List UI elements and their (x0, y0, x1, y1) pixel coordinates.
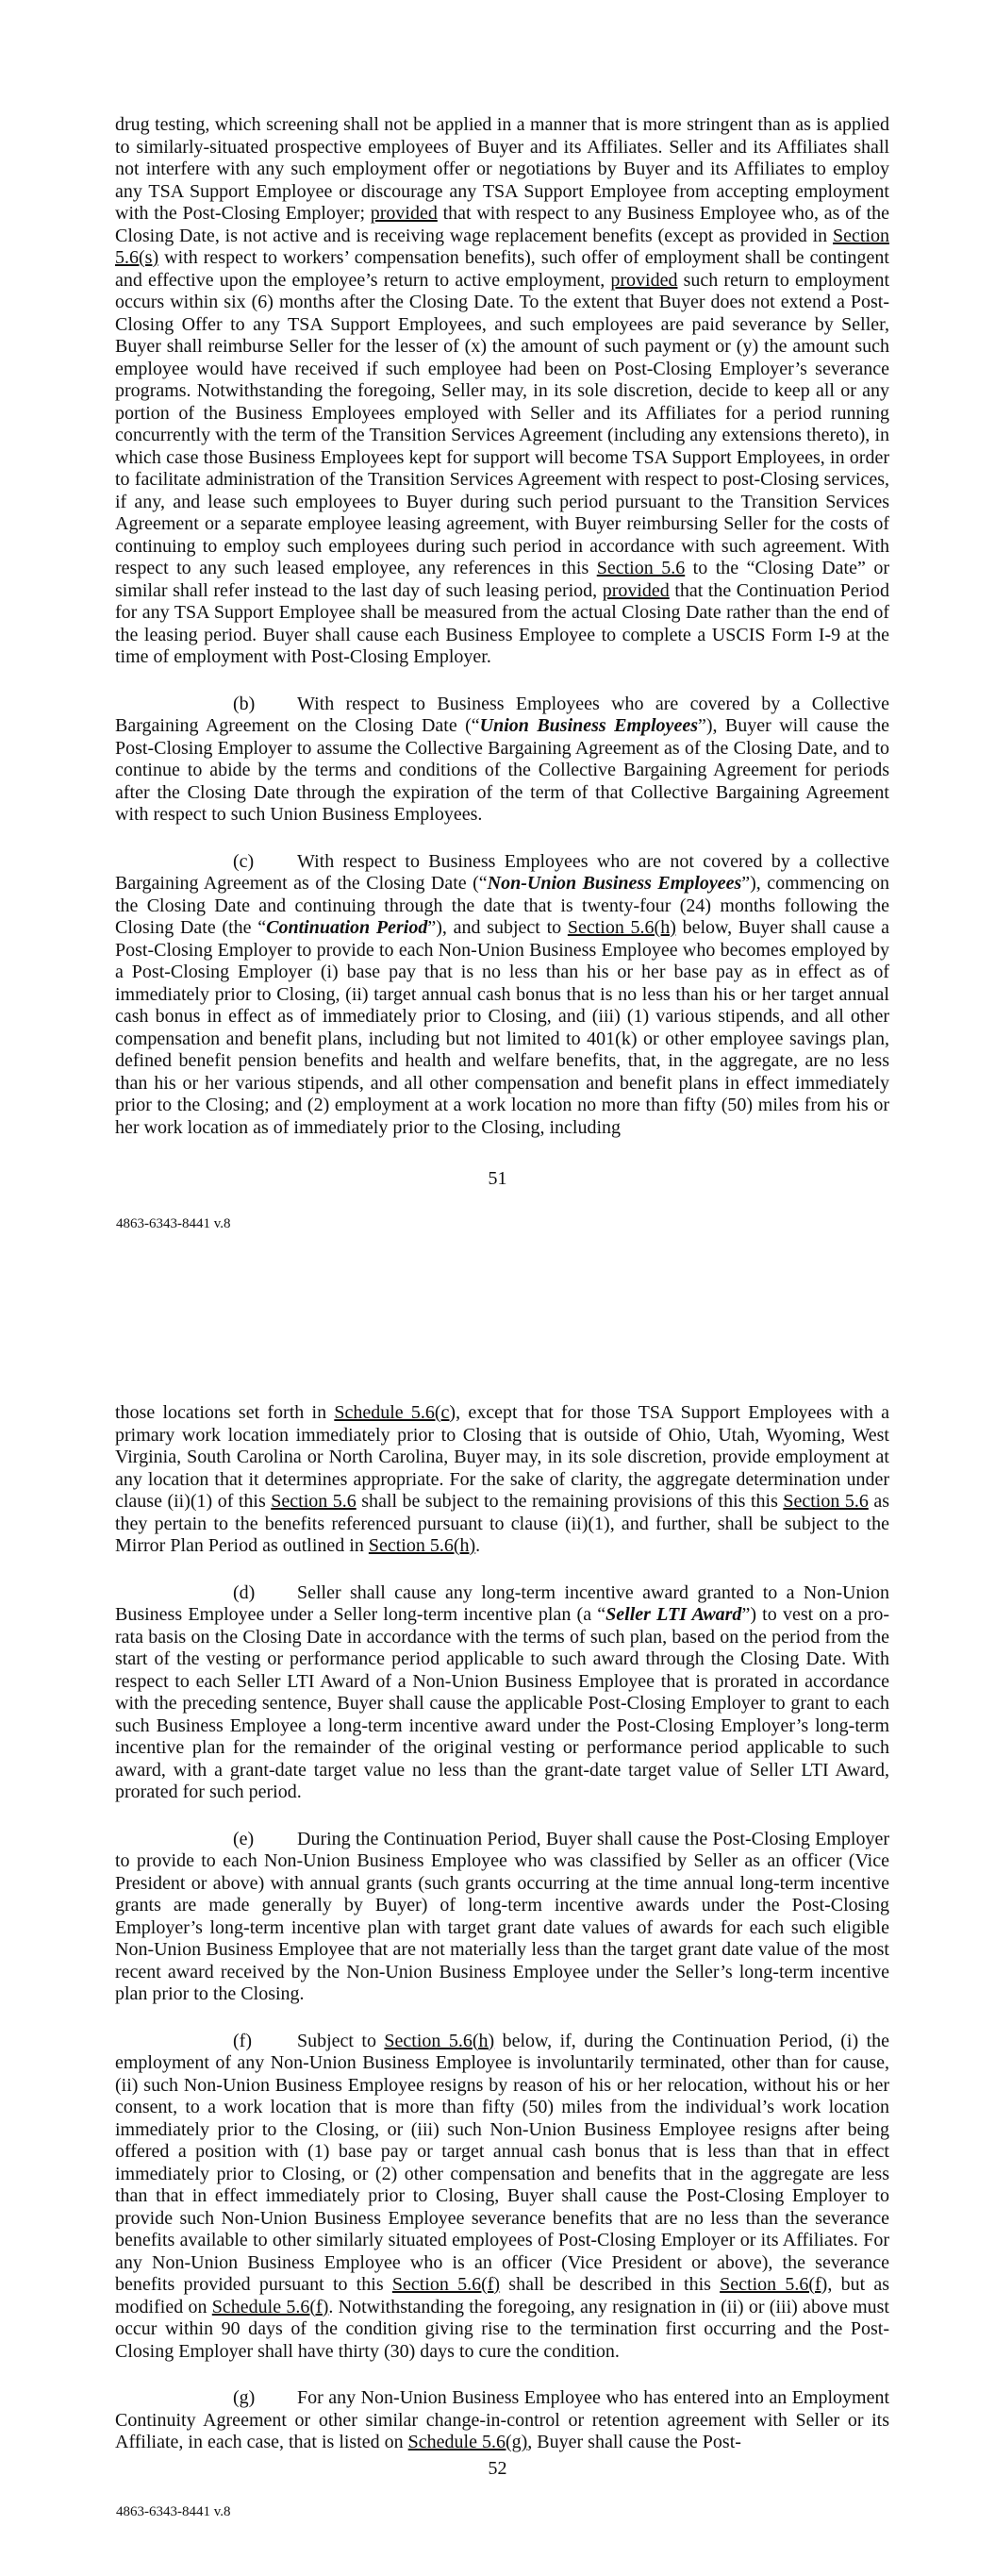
body-text: such return to employment occurs within six (6) months after the Closing Date. To the extent that Buyer does not extend a Post-Closing Offer to any TSA Support Employees, and such employees are paid severance by Seller, Buyer shall reimburse Seller for the lesser of (x) the amount of such payment or (y) the amount such employee would have received if such employee had been on Post-Closing Employer’s severance programs. Notwithstanding the foregoing, Seller may, in its sole discretion, decide to keep all or any portion of the Business Employees employed with Seller and its Affiliates for a period running concurrently with the term of the Transition Services Agreement (including any extensions thereto), in which case those Business Employees kept for support will become TSA Support Employees, in order to facilitate administration of the Transition Services Agreement with respect to post-Closing services, if any, and lease such employees to Buyer during such period pursuant to the Transition Services Agreement or a separate employee leasing agreement, with Buyer reimbursing Seller for the costs of continuing to employ such employees during such period in accordance with such agreement. With respect to any such leased employee, any references in this (115, 269, 890, 578)
defined-term: Union Business Employees (479, 715, 698, 736)
paragraph-label: (d) (233, 1581, 256, 1603)
section-reference: Section 5.6 (783, 1491, 869, 1512)
body-text: that with respect to any Business Employee who, as of the Closing Date, is not active and is receiving wage replacement benefits (except as provided in (115, 203, 890, 246)
body-text: ”), Buyer will cause the Post-Closing Employer to assume the Collective Bargaining Agreement as of the Closing Date, and to continue to abide by the terms and conditions of the Collective Bargaining Agreement for periods after the Closing Date through the expiration of the term of that Collective Bargaining Agreement with respect to such Union Business Employees. (115, 715, 889, 825)
body-text: Seller shall cause any long-term incentive award granted to a Non-Union Business Employee under a Seller long-term incentive plan (a “ (115, 1581, 889, 1625)
paragraph-label: (e) (233, 1828, 255, 1849)
page-number: 52 (488, 2458, 507, 2479)
body-text: ”), and subject to (427, 917, 568, 938)
section-reference: Section 5.6 (596, 558, 686, 578)
page-51-body (115, 114, 889, 1139)
doc-id-footer: 4863-6343-8441 v.8 (116, 2504, 231, 2519)
paragraph-label: (f) (233, 2030, 252, 2051)
body-text: With respect to Business Employees who are not covered by a collective Bargaining Agreement as of the Closing Date (“ (115, 850, 889, 894)
section-reference: Section 5.6(h) (368, 1535, 476, 1556)
body-text: those locations set forth in (115, 1402, 335, 1423)
paragraph-c (115, 851, 889, 1140)
body-text: drug testing, which screening shall not be applied in a manner that is more stringent than as is applied to similarly-situated prospective employees of Buyer and its Affiliates. Seller and its Affiliates shall not interfere with any such employment offer or negotiations by Buyer and its Affiliates to employ any TSA Support Employee or discourage any TSA Support Employee from accepting employment with the Post-Closing Employer; (115, 114, 889, 224)
body-text: to the “Closing Date” or similar shall refer instead to the last day of such leasing period, (115, 558, 889, 601)
paragraph-continuation (115, 114, 889, 669)
page-number: 51 (488, 1168, 507, 1189)
paragraph-label: (b) (233, 693, 256, 714)
body-text: For any Non-Union Business Employee who has entered into an Employment Continuity Agreement or other similar change-in-control or retention agreement with Seller or its Affiliate, in each case, that is listed on (115, 2387, 889, 2452)
section-reference: provided (370, 203, 438, 224)
body-text: With respect to Business Employees who are covered by a Collective Bargaining Agreement on the Closing Date (“ (115, 693, 889, 736)
body-text: shall be subject to the remaining provisions of this this (356, 1491, 784, 1512)
section-reference: Section 5.6(h) (567, 917, 676, 938)
body-text: that the Continuation Period for any TSA Support Employee shall be measured from the actual Closing Date rather than the end of the leasing period. Buyer shall cause each Business Employee to complete a USCIS Form I-9 at the time of employment with Post-Closing Employer. (115, 579, 889, 667)
body-text: below, Buyer shall cause a Post-Closing Employer to provide to each Non-Union Business Employee who becomes employed by a Post-Closing Employer (i) base pay that is no less than his or her base pay as in effect as of immediately prior to Closing, (ii) target annual cash bonus that is no less than his or her target annual cash bonus in effect as of immediately prior to Closing, and (iii) (1) various stipends, and all other compensation and benefit plans, including but not limited to 401(k) or other employee savings plan, defined benefit pension benefits and health and welfare benefits, that, in the aggregate, are no less than his or her various stipends, and all other compensation and benefit plans in effect immediately prior to the Closing; and (2) employment at a work location no more than fifty (50) miles from his or her work location as of immediately prior to the Closing, including (115, 917, 889, 1138)
body-text: . Notwithstanding the foregoing, any resignation in (ii) or (iii) above must occur within 90 days of the condition giving rise to the termination first occurring and the Post-Closing Employer shall have thirty (30) days to cure the condition. (115, 2296, 889, 2362)
defined-term: Non-Union Business Employees (487, 873, 742, 894)
paragraph-label: (c) (233, 850, 255, 872)
doc-id-footer: 4863-6343-8441 v.8 (116, 1216, 231, 1231)
body-text: shall be described in this (500, 2274, 721, 2295)
body-text: , Buyer shall cause the Post- (527, 2432, 741, 2452)
defined-term: Continuation Period (266, 917, 428, 938)
section-reference: Section 5.6(h) (384, 2030, 495, 2051)
section-reference: Section 5.6(f), (720, 2274, 833, 2295)
section-reference: Section 5.6 (271, 1491, 357, 1512)
section-reference: Section 5.6(f) (391, 2274, 501, 2295)
body-text: . (475, 1535, 481, 1556)
body-text: Subject to (297, 2030, 385, 2051)
section-reference: Schedule 5.6(c), (334, 1402, 461, 1423)
page-52-body (115, 1402, 889, 2454)
paragraph-d (115, 1582, 889, 1804)
section-reference: provided (610, 269, 678, 291)
section-reference: provided (602, 579, 670, 601)
paragraph-f (115, 2031, 889, 2364)
body-text: During the Continuation Period, Buyer shall cause the Post-Closing Employer to provide to each Non-Union Business Employee who was classified by Seller as an officer (Vice President or above) with annual grants (such grants occurring at the time annual long-term incentive grants are made generally by Buyer) of long-term incentive awards under the Post-Closing Employer’s long-term incentive plan with target grant date values of awards for each such eligible Non-Union Business Employee that are not materially less than the target grant date value of the most recent award received by the Non-Union Business Employee under the Seller’s long-term incentive plan prior to the Closing. (115, 1828, 889, 2004)
body-text: as they pertain to the benefits referenced pursuant to clause (ii)(1), and further, shall be subject to the Mirror Plan Period as outlined in (115, 1491, 889, 1556)
body-text: ”) to vest on a pro-rata basis on the Closing Date in accordance with the terms of such plan, based on the period from the start of the vesting or performance period applicable to such award through the Closing Date. With respect to each Seller LTI Award of a Non-Union Business Employee that is prorated in accordance with the preceding sentence, Buyer shall cause the applicable Post-Closing Employer to grant to each such Business Employee a long-term incentive award under the Post-Closing Employer’s long-term incentive plan for the remainder of the original vesting or performance period applicable to such award, with a grant-date target value no less than the grant-date target value of Seller LTI Award, prorated for such period. (115, 1604, 889, 1802)
body-text: but as modified on (115, 2274, 890, 2317)
body-text: below, if, during the Continuation Period, (i) the employment of any Non-Union Business Employee is involuntarily terminated, other than for cause, (ii) such Non-Union Business Employee resigns by reason of his or her relocation, without his or her consent, to a work location that is more than fifty (50) miles from the individual’s work location immediately prior to the Closing, or (iii) such Non-Union Business Employee resigns after being offered a position with (1) base pay or target annual cash bonus that is less than that in effect immediately prior to Closing, or (2) other compensation and benefits that in the aggregate are less than that in effect immediately prior to Closing, Buyer shall cause the Post-Closing Employer to provide such Non-Union Business Employee severance benefits that are no less than the severance benefits available to other similarly situated employees of Post-Closing Employer or its Affiliates. For any Non-Union Business Employee who is an officer (Vice President or above), the severance benefits provided pursuant to this (115, 2030, 890, 2295)
section-reference: Section 5.6(s) (115, 225, 889, 268)
paragraph-label: (g) (233, 2387, 256, 2408)
body-text: with respect to workers’ compensation benefits), such offer of employment shall be contingent and effective upon the employee’s return to active employment, (115, 247, 889, 291)
body-text: ”), commencing on the Closing Date and continuing through the date that is twenty-four (24) months following the Closing Date (the “ (115, 873, 889, 938)
paragraph-e (115, 1829, 889, 2006)
body-text: except that for those TSA Support Employees with a primary work location immediately prior to Closing that is outside of Ohio, Utah, Wyoming, West Virginia, South Carolina or North Carolina, Buyer may, in its sole discretion, provide employment at any location that it determines appropriate. For the sake of clarity, the aggregate determination under clause (ii)(1) of this (115, 1402, 889, 1512)
section-reference: Schedule 5.6(g) (407, 2432, 528, 2452)
paragraph-b (115, 694, 889, 827)
paragraph-continuation (115, 1402, 889, 1558)
defined-term: Seller LTI Award (605, 1604, 742, 1625)
section-reference: Schedule 5.6(f) (211, 2296, 329, 2317)
paragraph-g (115, 2387, 889, 2454)
